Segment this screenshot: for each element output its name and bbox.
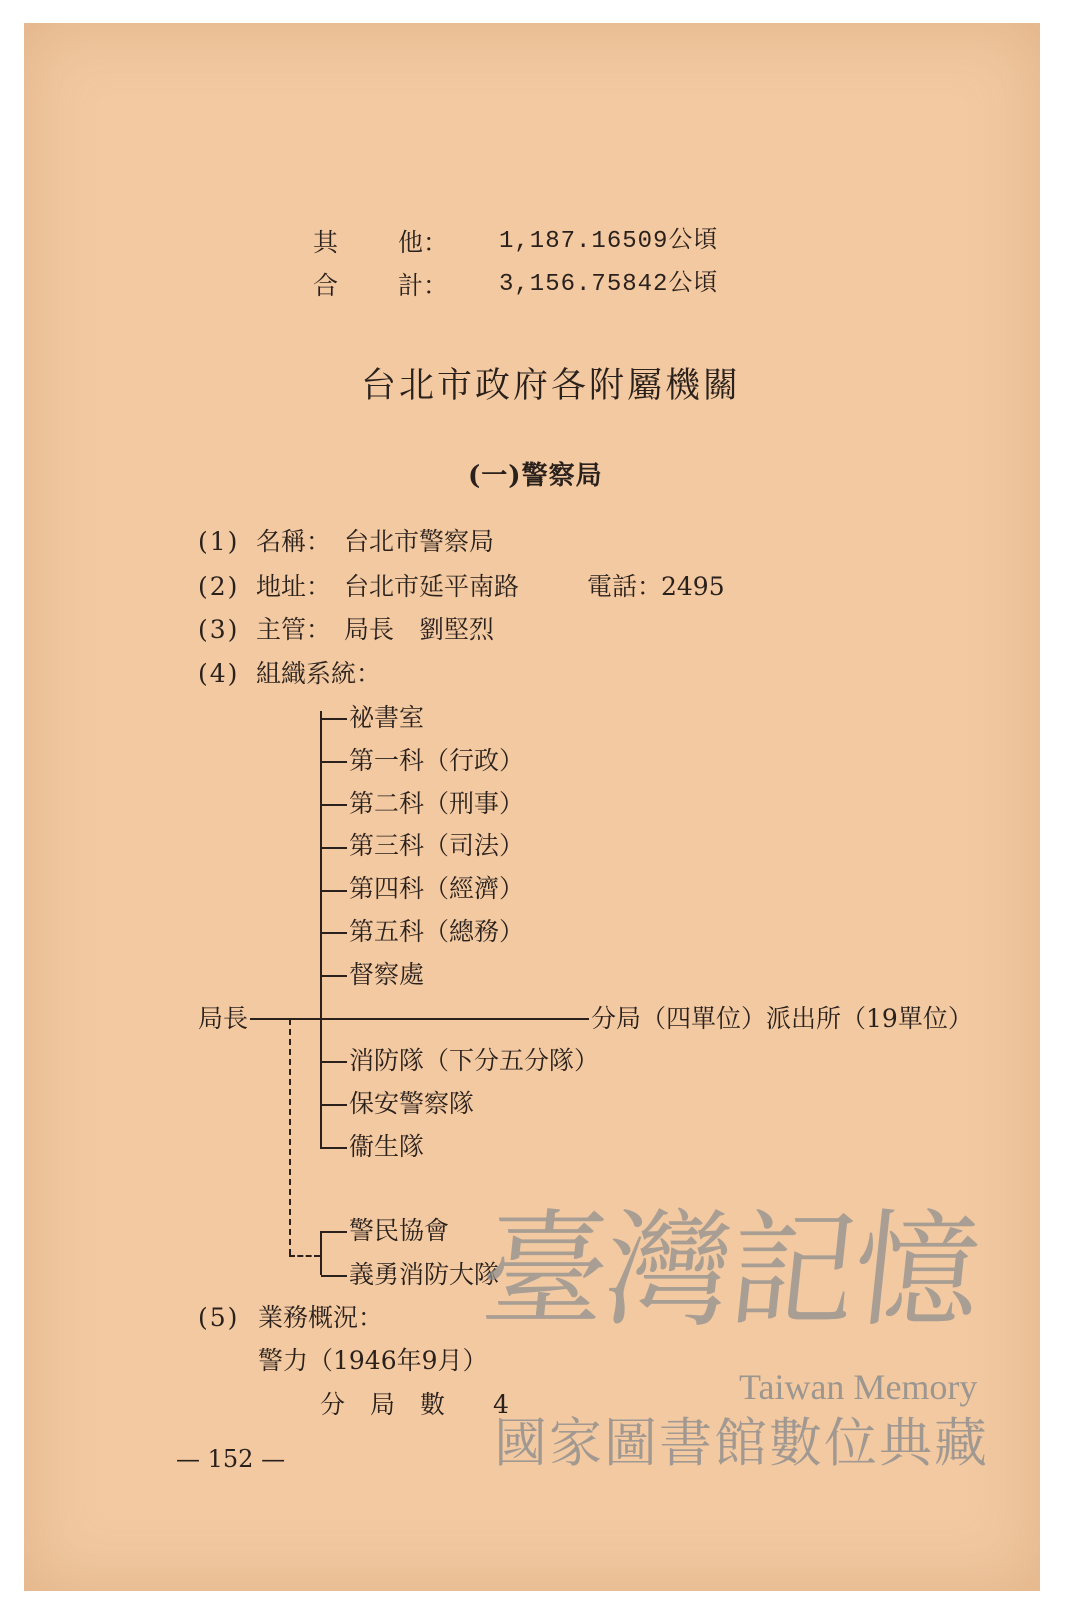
branch-count-label: 分 局 數 bbox=[320, 1390, 446, 1419]
org-chart-lower-units bbox=[349, 1040, 599, 1168]
org-unit: 祕書室 bbox=[349, 697, 524, 740]
land-total-row-sum bbox=[0, 273, 1074, 299]
item-address bbox=[0, 574, 1074, 600]
land-total-label-second: 他： bbox=[398, 228, 449, 257]
land-total-label-second: 計： bbox=[398, 271, 449, 300]
item-value: 台北市延平南路 bbox=[344, 572, 520, 601]
org-unit: 督察處 bbox=[349, 954, 524, 997]
land-total-label-first: 其 bbox=[313, 228, 339, 257]
item-number: (4) bbox=[198, 659, 240, 688]
police-force-heading: 警力（1946年9月） bbox=[258, 1346, 488, 1375]
watermark-institution: 國家圖書館數位典藏 bbox=[494, 1413, 989, 1474]
item-label: 地址： bbox=[256, 572, 332, 601]
org-affiliated-unit: 義勇消防大隊 bbox=[349, 1253, 499, 1297]
item-number: (5) bbox=[198, 1303, 240, 1332]
item-label: 名稱： bbox=[256, 527, 332, 556]
org-chart-affiliated-units bbox=[349, 1209, 499, 1297]
org-unit: 第五科（總務） bbox=[349, 911, 524, 954]
org-chart-dotted-line-horizontal bbox=[289, 1255, 320, 1257]
org-chart-upper-units bbox=[349, 697, 524, 997]
item-director bbox=[0, 617, 1074, 643]
land-total-value: 1,187.16509公頃 bbox=[499, 228, 719, 255]
org-unit: 消防隊（下分五分隊） bbox=[349, 1040, 599, 1083]
item-number: (1) bbox=[198, 527, 240, 556]
org-affiliated-unit: 警民協會 bbox=[349, 1209, 499, 1253]
scanned-page bbox=[24, 23, 1040, 1591]
land-total-row-other bbox=[0, 230, 1074, 256]
org-unit: 第二科（刑事） bbox=[349, 783, 524, 826]
land-total-value: 3,156.75842公頃 bbox=[499, 271, 719, 298]
org-chart-dotted-line-vertical bbox=[289, 1019, 291, 1255]
org-chart-trunk-line bbox=[320, 711, 322, 1149]
item-number: (3) bbox=[198, 615, 240, 644]
branch-count-value: 4 bbox=[493, 1390, 509, 1419]
watermark-logo: 臺灣記憶 bbox=[474, 1197, 986, 1344]
org-unit: 衞生隊 bbox=[349, 1126, 599, 1169]
item-value: 局長 劉堅烈 bbox=[344, 615, 495, 644]
item-label: 組織系統： bbox=[256, 659, 382, 688]
section-heading: (一)警察局 bbox=[468, 461, 603, 491]
org-chart-root-line bbox=[250, 1018, 589, 1020]
land-total-label-first: 合 bbox=[313, 271, 339, 300]
phone-value: 2495 bbox=[661, 572, 725, 601]
org-chart-main-branch: 分局（四單位）派出所（19單位） bbox=[591, 1004, 973, 1033]
org-unit: 第三科（司法） bbox=[349, 825, 524, 868]
phone-label: 電話： bbox=[587, 572, 663, 601]
org-unit: 第一科（行政） bbox=[349, 740, 524, 783]
item-organization bbox=[0, 661, 1074, 687]
page-title: 台北市政府各附屬機關 bbox=[360, 366, 741, 406]
item-number: (2) bbox=[198, 572, 240, 601]
watermark-english: Taiwan Memory bbox=[739, 1367, 978, 1407]
org-chart-affiliated-bracket bbox=[320, 1231, 322, 1275]
item-label: 主管： bbox=[256, 615, 332, 644]
org-unit: 保安警察隊 bbox=[349, 1083, 599, 1126]
org-unit: 第四科（經濟） bbox=[349, 868, 524, 911]
item-label: 業務概況： bbox=[258, 1303, 384, 1332]
item-name bbox=[0, 529, 1074, 555]
item-value: 台北市警察局 bbox=[344, 527, 495, 556]
org-chart-root: 局長 bbox=[198, 1004, 249, 1033]
page-number: — 152 — bbox=[176, 1445, 286, 1473]
